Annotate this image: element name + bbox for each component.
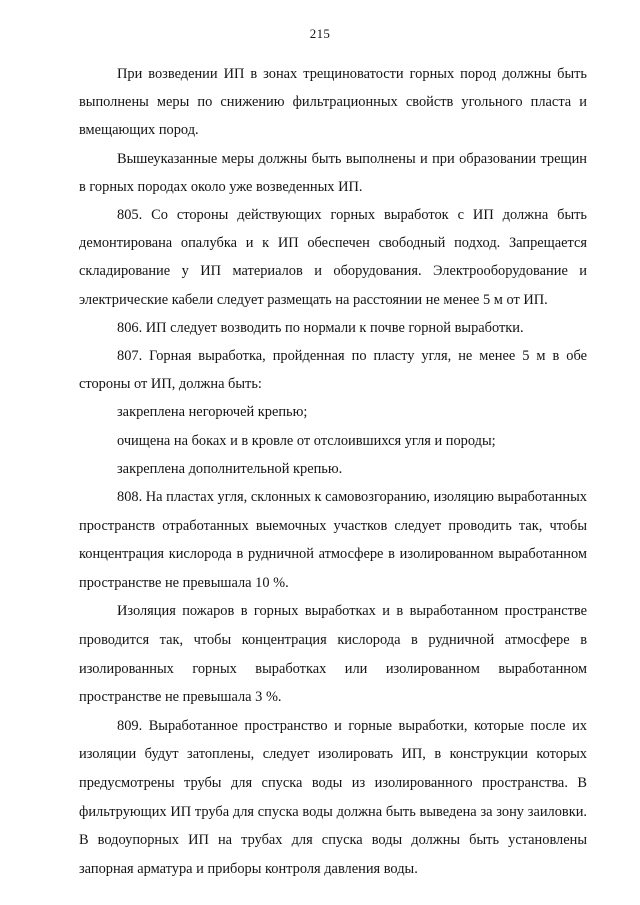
paragraph-fracture-existing: Вышеуказанные меры должны быть выполнены и при образовании трещин в горных породах около уже возведенных ИП. bbox=[79, 150, 587, 195]
list-item-cleared-sides: очищена на боках и в кровле от отслоившихся угля и породы; bbox=[117, 432, 496, 449]
paragraph-805: 805. Со стороны действующих горных выработок с ИП должна быть демонтирована опалубка и к ИП обеспечен свободный подход. Запрещается складирование у ИП материалов и оборудования. Электрооборудование и электрические кабели следует размещать на расстоянии не менее 5 м от ИП. bbox=[79, 207, 587, 308]
paragraph-fracture-zones: При возведении ИП в зонах трещиноватости горных пород должны быть выполнены меры по снижению фильтрационных свойств угольного пласта и вмещающих пород. bbox=[79, 66, 587, 139]
paragraph-806: 806. ИП следует возводить по нормали к почве горной выработки. bbox=[117, 319, 524, 336]
page-body bbox=[79, 60, 587, 883]
paragraph-808: 808. На пластах угля, склонных к самовозгоранию, изоляцию выработанных пространств отработанных выемочных участков следует проводить так, чтобы концентрация кислорода в рудничной атмосфере в изолированном выработанном пространстве не превышала 10 %. bbox=[79, 489, 587, 591]
page-number: 215 bbox=[309, 26, 331, 41]
list-item-additional-support: закреплена дополнительной крепью. bbox=[117, 460, 343, 477]
paragraph-fire-isolation: Изоляция пожаров в горных выработках и в выработанном пространстве проводится так, чтобы концентрация кислорода в рудничной атмосфере в изолированных горных выработках или изолированном выработанном пространстве не превышала 3 %. bbox=[79, 603, 587, 706]
list-item-noncombustible-support: закреплена негорючей крепью; bbox=[117, 404, 308, 421]
paragraph-807: 807. Горная выработка, пройденная по пласту угля, не менее 5 м в обе стороны от ИП, должна быть: bbox=[79, 348, 587, 393]
paragraph-809: 809. Выработанное пространство и горные выработки, которые после их изоляции будут затоплены, следует изолировать ИП, в конструкции которых предусмотрены трубы для спуска воды из изолированного пространства. В фильтрующих ИП труба для спуска воды должна быть выведена за зону заиловки. В водоупорных ИП на трубах для спуска воды должны быть установлены запорная арматура и приборы контроля давления воды. bbox=[79, 717, 587, 877]
